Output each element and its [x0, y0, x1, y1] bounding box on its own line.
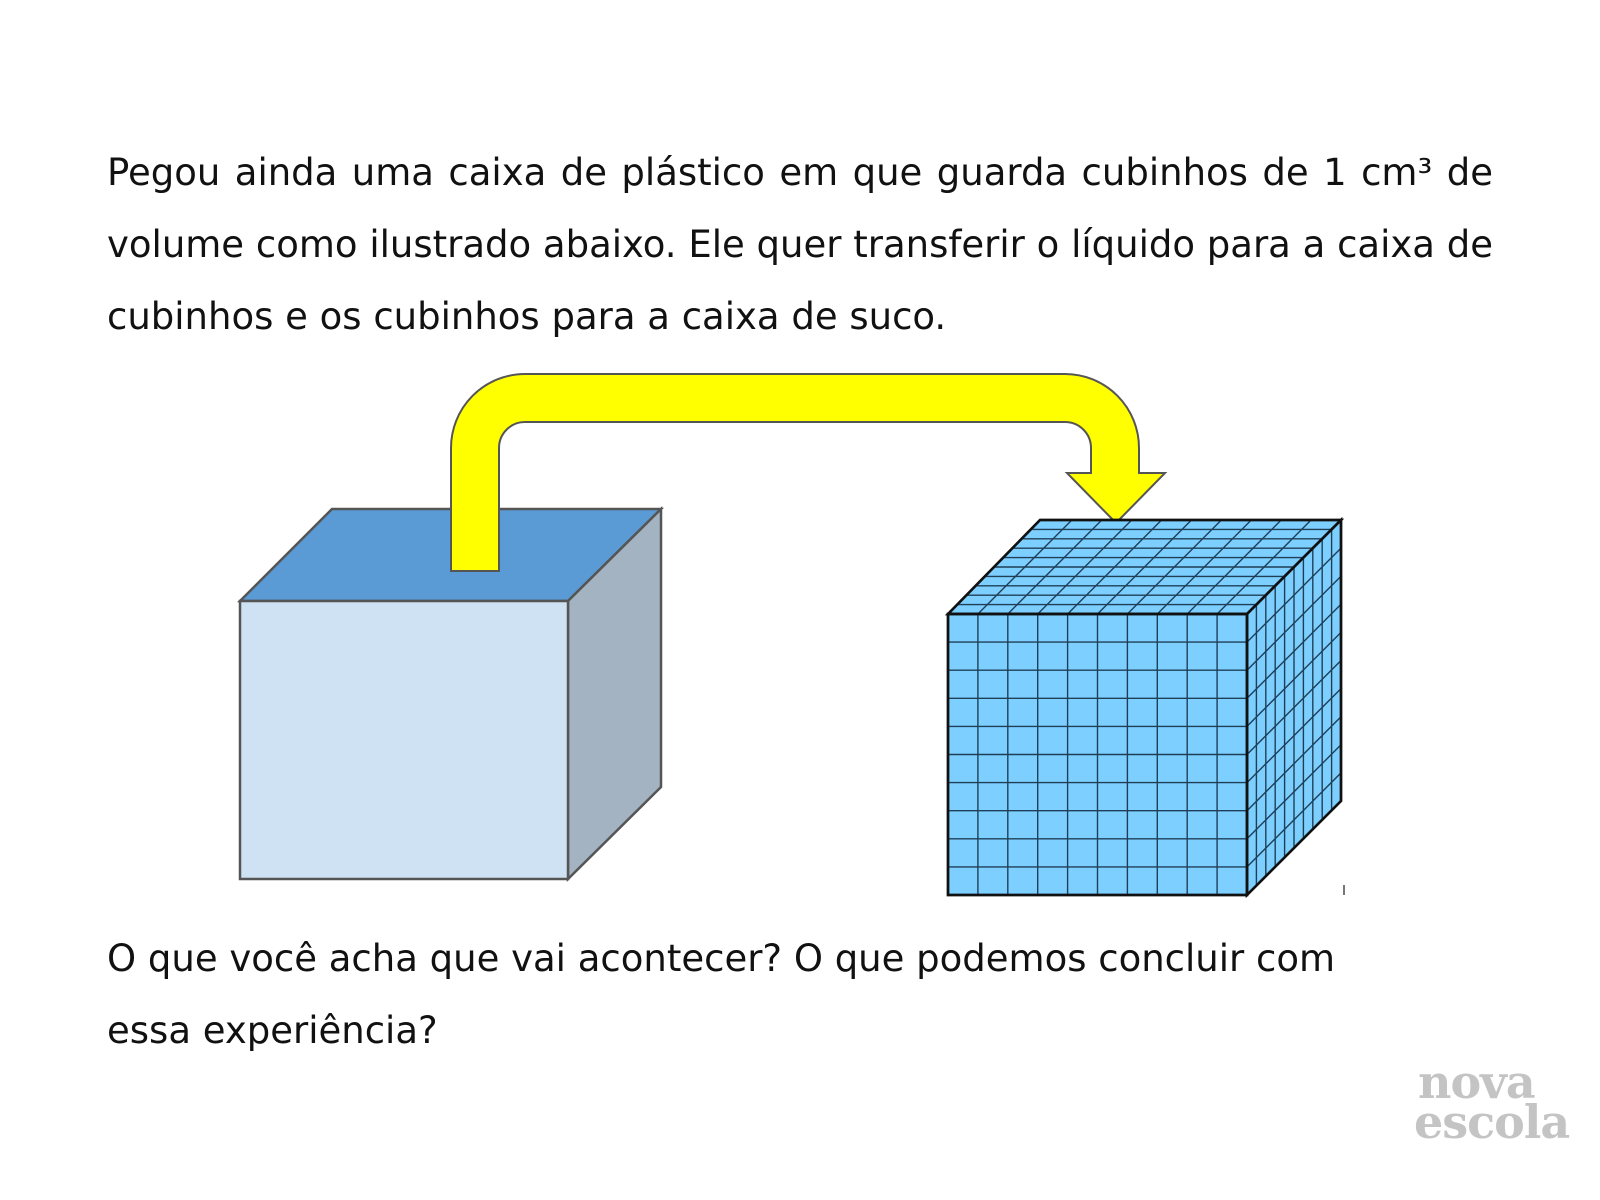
intro-paragraph: Pegou ainda uma caixa de plástico em que guarda cubinhos de 1 cm³ de volume como ilustrado abaixo. Ele quer transferir o líquido para a caixa de cubinhos e os cubinhos para a caixa de suco. — [107, 151, 1493, 338]
juice-box-front — [240, 601, 568, 879]
logo-line-nova: nova — [1418, 1055, 1535, 1109]
nova-escola-logo — [1414, 1055, 1570, 1149]
question-paragraph: O que você acha que vai acontecer? O que podemos concluir com essa experiência? — [107, 937, 1336, 1052]
cube-container — [948, 520, 1341, 895]
logo-line-escola: escola — [1414, 1095, 1570, 1149]
